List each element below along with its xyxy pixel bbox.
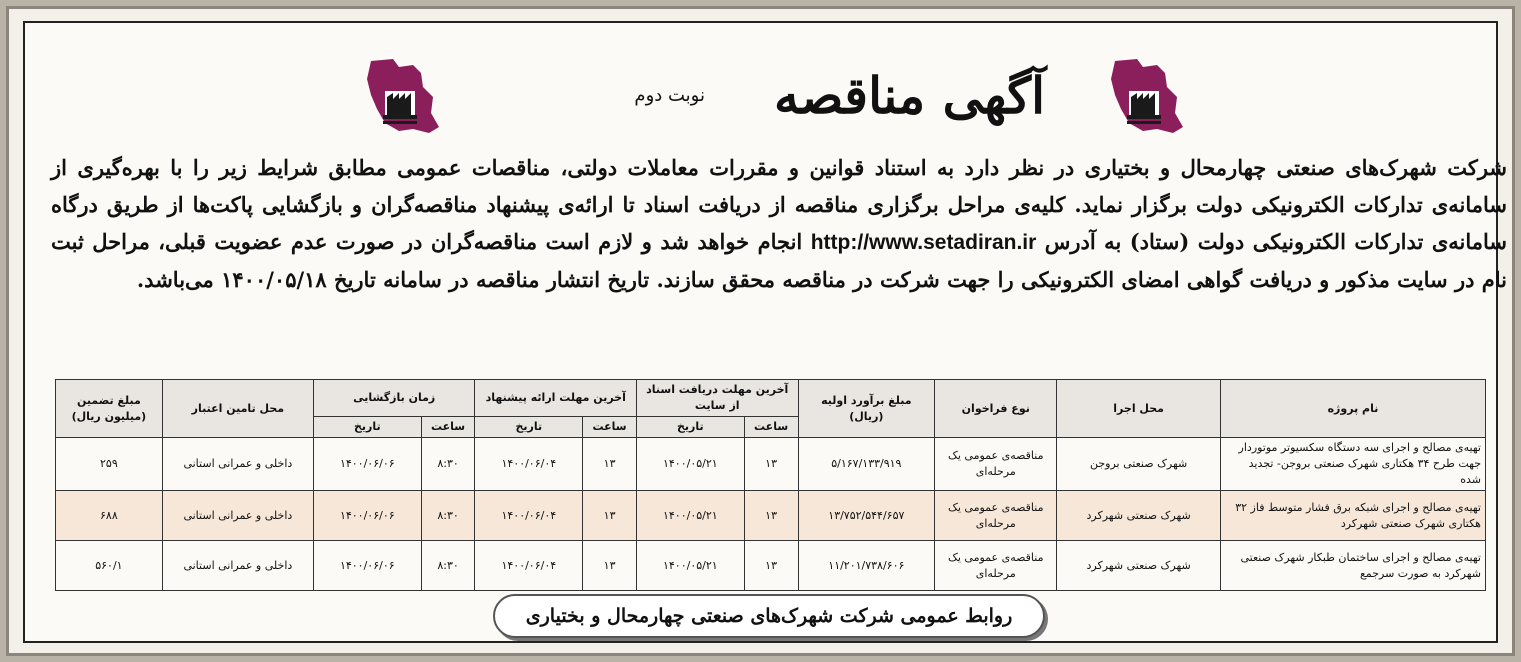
guarantee-cell: ۲۵۹	[56, 438, 163, 491]
open-time-cell: ۸:۳۰	[421, 541, 475, 591]
iran-map-factory-logo-icon	[363, 57, 443, 139]
estimate-cell: ۵/۱۶۷/۱۳۳/۹۱۹	[798, 438, 935, 491]
header-doc-deadline: آخرین مهلت دریافت اسناد از سایت	[636, 380, 798, 417]
project-name-cell: تهیه‌ی مصالح و اجرای شبکه برق فشار متوسط فاز ۳۲ هکتاری شهرک صنعتی شهرکرد	[1220, 491, 1485, 541]
doc-date-cell: ۱۴۰۰/۰۵/۲۱	[636, 541, 744, 591]
doc-time-cell: ۱۳	[744, 491, 798, 541]
notice-body	[51, 149, 1507, 298]
open-date-cell: ۱۴۰۰/۰۶/۰۶	[313, 491, 421, 541]
bid-time-cell: ۱۳	[583, 491, 637, 541]
doc-time-cell: ۱۳	[744, 438, 798, 491]
header-call-type: نوع فراخوان	[935, 380, 1057, 438]
doc-date-cell: ۱۴۰۰/۰۵/۲۱	[636, 491, 744, 541]
header-location: محل اجرا	[1057, 380, 1221, 438]
body-text-part1: شرکت شهرک‌های صنعتی چهارمحال و بختیاری در نظر دارد به استناد قوانین و مقررات معاملات دولتی، مناقصات عمومی مطابق شرایط زیر را با بهره‌گیری از سامانه‌ی تدارکات الکترونیکی دولت برگزار نماید. کلیه‌ی مراحل برگزاری مناقصه از دریافت اسناد تا ارائه‌ی پیشنهاد مناقصه‌گران و بازگشایی پاکت‌ها از طریق درگاه سامانه‌ی تدارکات الکترونیکی دولت (ستاد) به آدرس	[51, 155, 1508, 254]
open-time-cell: ۸:۳۰	[421, 438, 475, 491]
table-row	[56, 491, 1486, 541]
bid-time-cell: ۱۳	[583, 438, 637, 491]
table-row	[56, 541, 1486, 591]
public-relations-footer: روابط عمومی شرکت شهرک‌های صنعتی چهارمحال و بختیاری	[493, 594, 1045, 638]
funding-cell: داخلی و عمرانی استانی	[162, 438, 313, 491]
notice-title: آگهی مناقصه	[774, 66, 1045, 125]
header-date: تاریخ	[313, 417, 421, 438]
header-project-name: نام پروژه	[1220, 380, 1485, 438]
bid-date-cell: ۱۴۰۰/۰۶/۰۴	[475, 438, 583, 491]
iran-map-factory-logo-icon	[1107, 57, 1187, 139]
header-time: ساعت	[583, 417, 637, 438]
bid-date-cell: ۱۴۰۰/۰۶/۰۴	[475, 541, 583, 591]
header-guarantee: مبلغ تضمین (میلیون ریال)	[56, 380, 163, 438]
open-date-cell: ۱۴۰۰/۰۶/۰۶	[313, 438, 421, 491]
guarantee-cell: ۵۶۰/۱	[56, 541, 163, 591]
table-row	[56, 438, 1486, 491]
call-type-cell: مناقصه‌ی عمومی یک مرحله‌ای	[935, 438, 1057, 491]
estimate-cell: ۱۳/۷۵۲/۵۴۴/۶۵۷	[798, 491, 935, 541]
doc-date-cell: ۱۴۰۰/۰۵/۲۱	[636, 438, 744, 491]
location-cell: شهرک صنعتی شهرکرد	[1057, 541, 1221, 591]
bid-date-cell: ۱۴۰۰/۰۶/۰۴	[475, 491, 583, 541]
doc-time-cell: ۱۳	[744, 541, 798, 591]
location-cell: شهرک صنعتی بروجن	[1057, 438, 1221, 491]
header-funding: محل تامین اعتبار	[162, 380, 313, 438]
project-name-cell: تهیه‌ی مصالح و اجرای ساختمان طبکار شهرک صنعتی شهرکرد به صورت سرجمع	[1220, 541, 1485, 591]
bid-time-cell: ۱۳	[583, 541, 637, 591]
call-type-cell: مناقصه‌ی عمومی یک مرحله‌ای	[935, 491, 1057, 541]
header-time: ساعت	[421, 417, 475, 438]
notice-subtitle: نوبت دوم	[634, 85, 705, 106]
header-estimate: مبلغ برآورد اولیه (ریال)	[798, 380, 935, 438]
body-text-part2: انجام خواهد شد و لازم است مناقصه‌گران در صورت عدم عضویت قبلی، مراحل ثبت نام در سایت مذکور و دریافت گواهی امضای الکترونیکی را جهت شرکت در مناقصه محقق سازند. تاریخ انتشار مناقصه در سامانه تاریخ ۱۴۰۰/۰۵/۱۸ می‌باشد.	[51, 229, 1507, 292]
tender-table	[55, 379, 1486, 591]
notice-frame	[6, 6, 1515, 656]
header-date: تاریخ	[475, 417, 583, 438]
header-date: تاریخ	[636, 417, 744, 438]
guarantee-cell: ۶۸۸	[56, 491, 163, 541]
project-name-cell: تهیه‌ی مصالح و اجرای سه دستگاه سکسیوتر موتوردار جهت طرح ۳۴ هکتاری شهرک صنعتی بروجن- تجدید شده	[1220, 438, 1485, 491]
location-cell: شهرک صنعتی شهرکرد	[1057, 491, 1221, 541]
estimate-cell: ۱۱/۲۰۱/۷۳۸/۶۰۶	[798, 541, 935, 591]
funding-cell: داخلی و عمرانی استانی	[162, 541, 313, 591]
header-opening: زمان بازگشایی	[313, 380, 475, 417]
funding-cell: داخلی و عمرانی استانی	[162, 491, 313, 541]
header-time: ساعت	[744, 417, 798, 438]
open-date-cell: ۱۴۰۰/۰۶/۰۶	[313, 541, 421, 591]
call-type-cell: مناقصه‌ی عمومی یک مرحله‌ای	[935, 541, 1057, 591]
open-time-cell: ۸:۳۰	[421, 491, 475, 541]
setad-url-link[interactable]: http://www.setadiran.ir	[810, 231, 1037, 254]
header-bid-deadline: آخرین مهلت ارائه پیشنهاد	[475, 380, 637, 417]
